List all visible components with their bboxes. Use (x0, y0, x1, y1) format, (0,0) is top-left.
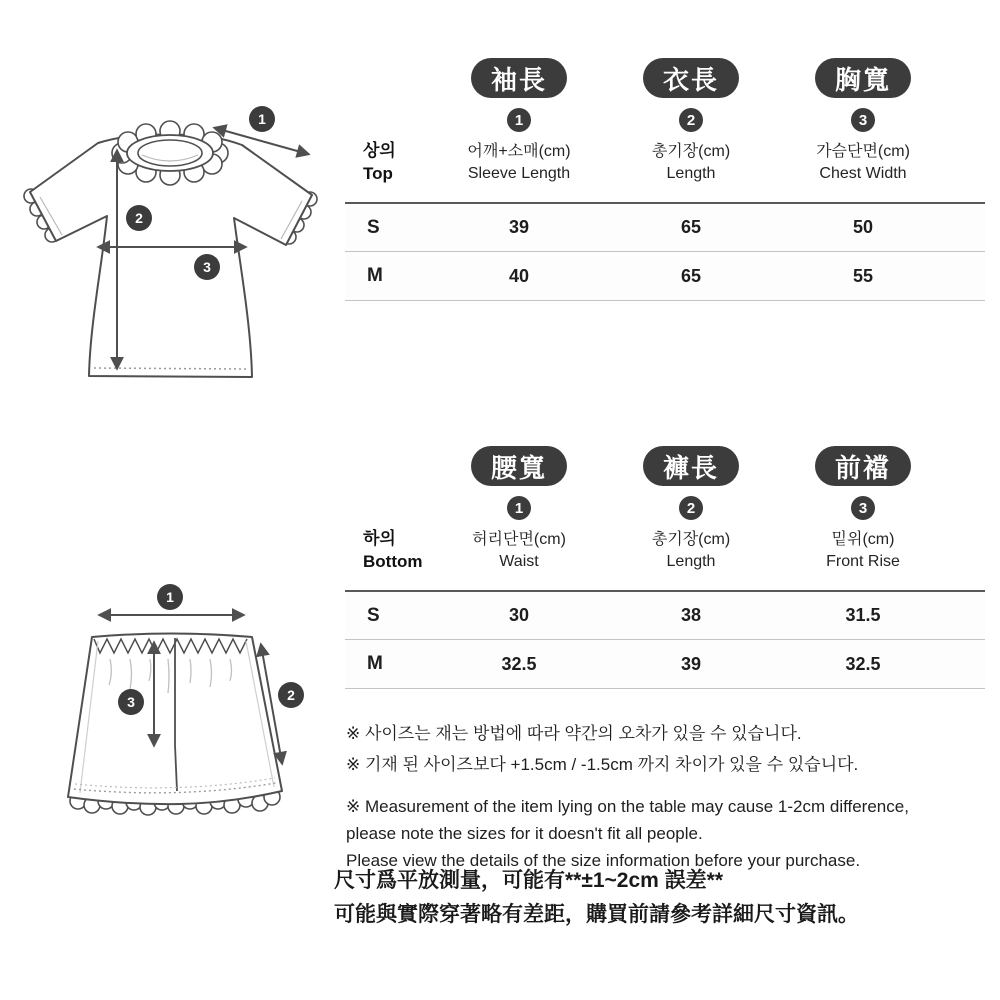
top-group-label-en: Top (363, 164, 393, 183)
length-label-ko: 총기장(cm) (651, 143, 731, 160)
sleeve-length-pill-badge: 袖長 (471, 58, 567, 98)
size-m-label: M (367, 653, 383, 674)
number-1-icon: 1 (507, 496, 531, 520)
notes-english (346, 793, 909, 874)
tshirt-illustration (10, 85, 340, 395)
bottom-column-length-labels (652, 529, 730, 573)
chest-width-pill-badge: 胸寬 (815, 58, 911, 98)
shorts-marker-2: 2 (287, 687, 295, 703)
bottom-s-rise-value: 31.5 (845, 605, 881, 625)
table-row (345, 639, 985, 688)
top-column-sleeve (433, 58, 605, 185)
number-3-icon: 3 (851, 496, 875, 520)
tshirt-neck-opening (138, 140, 202, 166)
tshirt-marker-2: 2 (135, 210, 143, 226)
note-zh-line-2: 可能與實際穿著略有差距，購買前請參考詳細尺寸資訊。 (334, 903, 859, 926)
bottom-m-waist-value: 32.5 (501, 653, 537, 674)
bottom-group-label-ko: 하의 (363, 529, 396, 548)
note-en-line-2: please note the sizes for it doesn't fit all people. (346, 824, 703, 843)
tshirt-marker-1: 1 (258, 111, 266, 127)
top-s-length-value: 65 (680, 217, 702, 237)
notes-chinese (334, 864, 859, 932)
note-en-line-1: ※ Measurement of the item lying on the table may cause 1-2cm difference, (346, 797, 909, 816)
number-3-icon: 3 (851, 108, 875, 132)
front-rise-pill-badge: 前襠 (815, 446, 911, 486)
bottom-group-label-en: Bottom (363, 552, 423, 571)
sleeve-label-en: Sleeve Length (467, 165, 571, 182)
top-column-length (605, 58, 777, 185)
top-m-sleeve-value: 40 (508, 265, 530, 286)
top-s-sleeve-value: 39 (508, 217, 530, 237)
top-column-chest (777, 58, 949, 185)
bottom-m-length-value: 39 (680, 653, 702, 674)
table-row (345, 590, 985, 639)
bottom-column-waist-labels (472, 529, 566, 573)
length-label-en: Length (666, 165, 716, 182)
waist-label-en: Waist (499, 553, 539, 570)
bottom-s-length-value: 38 (680, 605, 702, 625)
top-column-length-labels (652, 141, 730, 185)
note-zh-line-1: 尺寸爲平放測量，可能有**±1~2cm 誤差** (334, 869, 724, 892)
bottom-group-label (345, 446, 433, 573)
top-group-label-ko: 상의 (363, 141, 396, 160)
note-ko-line-1: ※ 사이즈는 재는 방법에 따라 약간의 오차가 있을 수 있습니다. (346, 724, 802, 743)
top-column-sleeve-labels (467, 141, 570, 185)
bottom-size-table-section (345, 446, 985, 689)
waist-width-pill-badge: 腰寬 (471, 446, 567, 486)
top-s-chest-value: 50 (852, 217, 874, 237)
note-ko-line-2: ※ 기재 된 사이즈보다 +1.5cm / -1.5cm 까지 차이가 있을 수 있습니다. (346, 755, 859, 774)
top-size-table-section (345, 58, 985, 301)
garment-length-pill-badge: 衣長 (643, 58, 739, 98)
waist-label-ko: 허리단면(cm) (472, 531, 566, 548)
shorts-illustration (30, 575, 320, 865)
table-row (345, 251, 985, 300)
shorts-marker-3: 3 (127, 694, 135, 710)
pants-length-pill-badge: 褲長 (643, 446, 739, 486)
shorts-marker-1: 1 (166, 589, 174, 605)
number-2-icon: 2 (679, 496, 703, 520)
front-rise-label-ko: 밑위(cm) (831, 531, 895, 548)
top-m-length-value: 65 (680, 265, 702, 286)
pants-length-label-en: Length (666, 553, 716, 570)
bottom-column-length (605, 446, 777, 573)
size-s-label: S (367, 216, 380, 238)
sleeve-label-ko: 어깨+소매(cm) (467, 143, 571, 160)
top-group-label (345, 58, 433, 185)
number-2-icon: 2 (679, 108, 703, 132)
size-m-label: M (367, 265, 383, 286)
bottom-column-rise (777, 446, 949, 573)
chest-label-en: Chest Width (819, 165, 907, 182)
bottom-column-rise-labels (826, 529, 900, 573)
bottom-measurements-table (345, 590, 985, 689)
chest-label-ko: 가슴단면(cm) (816, 143, 910, 160)
top-table-header (345, 58, 985, 185)
bottom-column-waist (433, 446, 605, 573)
tshirt-marker-3: 3 (203, 259, 211, 275)
note-en-line-3: Please view the details of the size information before your purchase. (346, 851, 861, 870)
number-1-icon: 1 (507, 108, 531, 132)
top-m-chest-value: 55 (852, 265, 874, 286)
notes-korean (346, 718, 858, 780)
top-column-chest-labels (816, 141, 910, 185)
pants-length-label-ko: 총기장(cm) (651, 531, 731, 548)
top-measurements-table (345, 202, 985, 301)
bottom-s-waist-value: 30 (508, 605, 530, 625)
bottom-m-rise-value: 32.5 (845, 653, 881, 674)
front-rise-label-en: Front Rise (826, 553, 900, 570)
table-row (345, 202, 985, 251)
bottom-table-header (345, 446, 985, 573)
size-s-label: S (367, 604, 380, 626)
